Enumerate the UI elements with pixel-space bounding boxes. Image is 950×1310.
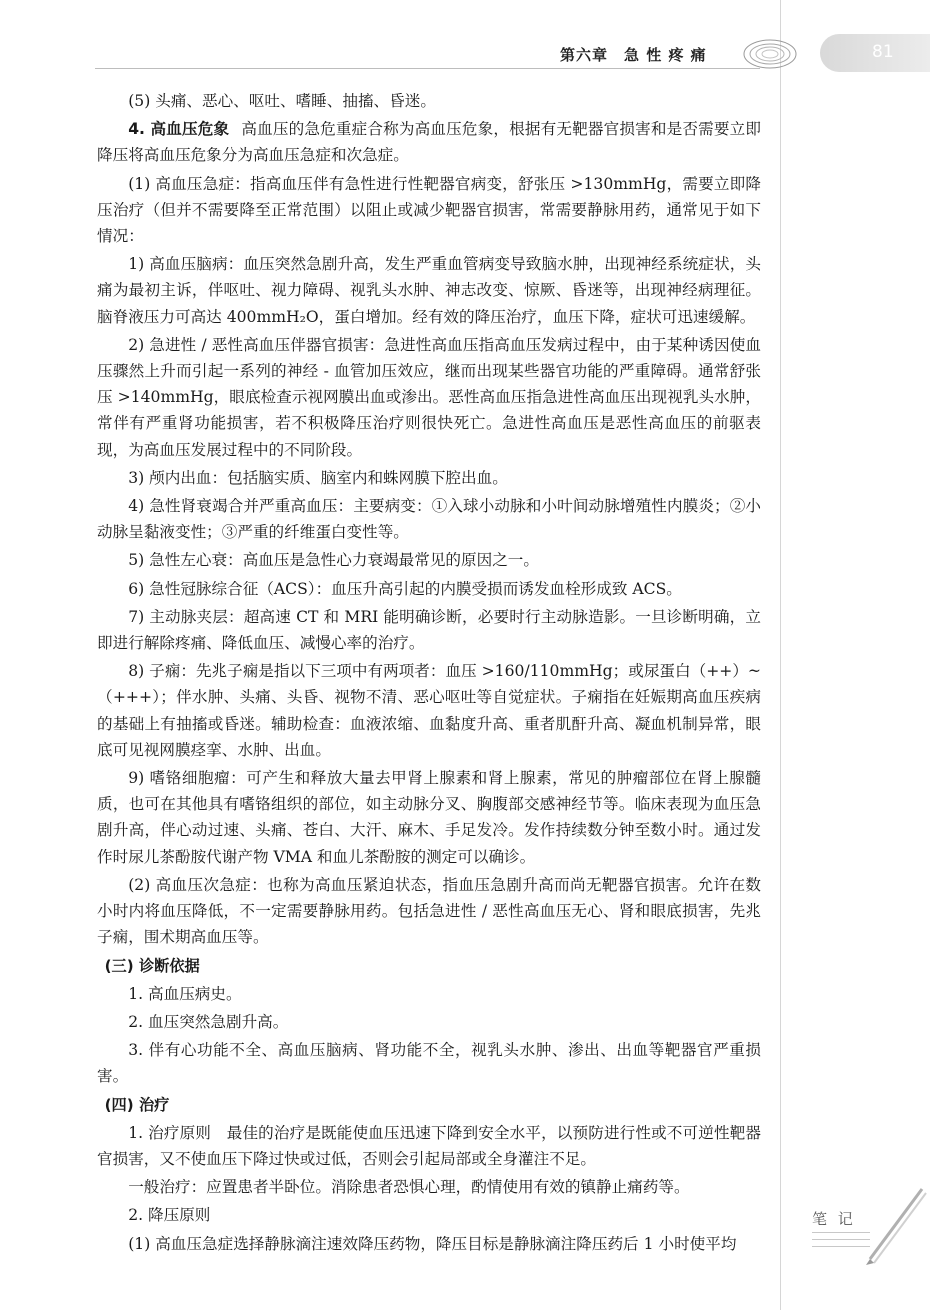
paragraph: 7) 主动脉夹层：超高速 CT 和 MRI 能明确诊断，必要时行主动脉造影。一旦诊断明确，立即进行解除疼痛、降低血压、减慢心率的治疗。 bbox=[97, 607, 761, 653]
paragraph: 1. 治疗原则 最佳的治疗是既能使血压迅速下降到安全水平，以预防进行性或不可逆性靶器官损害，又不使血压下降过快或过低，否则会引起局部或全身灌注不足。 bbox=[97, 1123, 761, 1168]
paragraph: 6) 急性冠脉综合征（ACS）：血压升高引起的内膜受损而诱发血栓形成致 ACS。 bbox=[128, 579, 682, 598]
paragraph: 3. 伴有心功能不全、高血压脑病、肾功能不全，视乳头水肿、渗出、出血等靶器官严重损害。 bbox=[97, 1041, 761, 1086]
margin-rule bbox=[780, 0, 781, 1310]
section-keyword: 4. 高血压危象 bbox=[128, 120, 230, 139]
paragraph: 3) 颅内出血：包括脑实质、脑室内和蛛网膜下腔出血。 bbox=[128, 468, 508, 487]
page-number: 81 bbox=[872, 42, 894, 62]
swirl-ornament-icon bbox=[740, 36, 800, 72]
paragraph: 2. 降压原则 bbox=[128, 1206, 211, 1225]
paragraph: (1) 高血压急症选择静脉滴注速效降压药物，降压目标是静脉滴注降压药后 1 小时使平均 bbox=[128, 1234, 737, 1253]
notes-label: 笔 记 bbox=[812, 1210, 856, 1228]
paragraph: 2. 血压突然急剧升高。 bbox=[128, 1012, 289, 1031]
paragraph: 一般治疗：应置患者半卧位。消除患者恐惧心理，酌情使用有效的镇静止痛药等。 bbox=[128, 1178, 690, 1197]
body-text bbox=[97, 88, 761, 1259]
paragraph: (1) 高血压急症：指高血压伴有急性进行性靶器官病变，舒张压 >130mmHg，需要立即降压治疗（但并不需要降至正常范围）以阻止或减少靶器官损害，常需要静脉用药，通常见于如下情况： bbox=[97, 174, 761, 246]
paragraph-text: 高血压的急危重症合称为高血压危象，根据有无靶器官损害和是否需要立即降压将高血压危象分为高血压急症和次急症。 bbox=[97, 120, 761, 165]
pen-icon bbox=[860, 1185, 930, 1265]
paragraph bbox=[97, 116, 761, 168]
header-rule bbox=[95, 68, 760, 69]
chapter-header: 第六章 急 性 疼 痛 bbox=[560, 46, 707, 64]
paragraph: 9) 嗜铬细胞瘤：可产生和释放大量去甲肾上腺素和肾上腺素，常见的肿瘤部位在肾上腺髓质，也可在其他具有嗜铬组织的部位，如主动脉分叉、胸腹部交感神经节等。临床表现为血压急剧升高，伴心动过速、头痛、苍白、大汗、麻木、手足发冷。发作持续数分钟至数小时。通过发作时尿儿茶酚胺代谢产物 VMA 和血儿茶酚胺的测定可以确诊。 bbox=[97, 769, 761, 866]
paragraph: 5) 急性左心衰：高血压是急性心力衰竭最常见的原因之一。 bbox=[128, 551, 539, 570]
paragraph: 1. 高血压病史。 bbox=[128, 984, 242, 1003]
paragraph: 1) 高血压脑病：血压突然急剧升高，发生严重血管病变导致脑水肿，出现神经系统症状，头痛为最初主诉，伴呕吐、视力障碍、视乳头水肿、神志改变、惊厥、昏迷等，出现神经病理征。脑脊液压力可高达 400mmH₂O，蛋白增加。经有效的降压治疗，血压下降，症状可迅速缓解。 bbox=[97, 255, 761, 326]
paragraph: 2) 急进性 / 恶性高血压伴器官损害：急进性高血压指高血压发病过程中，由于某种诱因使血压骤然上升而引起一系列的神经 - 血管加压效应，继而出现某些器官功能的严重障碍。通常舒张压 >140mmHg，眼底检查示视网膜出血或渗出。恶性高血压指急进性高血压出现视乳头水肿，常伴有严重肾功能损害，若不积极降压治疗则很快死亡。急进性高血压是恶性高血压的前驱表现，为高血压发展过程中的不同阶段。 bbox=[97, 335, 761, 459]
section-heading: (四) 治疗 bbox=[104, 1095, 170, 1114]
paragraph: 8) 子痫：先兆子痫是指以下三项中有两项者：血压 >160/110mmHg；或尿蛋白（++）~（+++）；伴水肿、头痛、头昏、视物不清、恶心呕吐等自觉症状。子痫指在妊娠期高血压疾病的基础上有抽搐或昏迷。辅助检查：血液浓缩、血黏度升高、重者肌酐升高、凝血机制异常，眼底可见视网膜痉挛、水肿、出血。 bbox=[97, 662, 761, 759]
section-heading: (三) 诊断依据 bbox=[104, 956, 200, 975]
paragraph: 4) 急性肾衰竭合并严重高血压：主要病变：①入球小动脉和小叶间动脉增殖性内膜炎；②小动脉呈黏液变性；③严重的纤维蛋白变性等。 bbox=[97, 497, 761, 542]
paragraph: (2) 高血压次急症：也称为高血压紧迫状态，指血压急剧升高而尚无靶器官损害。允许在数小时内将血压降低，不一定需要静脉用药。包括急进性 / 恶性高血压无心、肾和眼底损害，先兆子痫，围术期高血压等。 bbox=[97, 875, 761, 947]
paragraph: (5) 头痛、恶心、呕吐、嗜睡、抽搐、昏迷。 bbox=[128, 92, 436, 110]
